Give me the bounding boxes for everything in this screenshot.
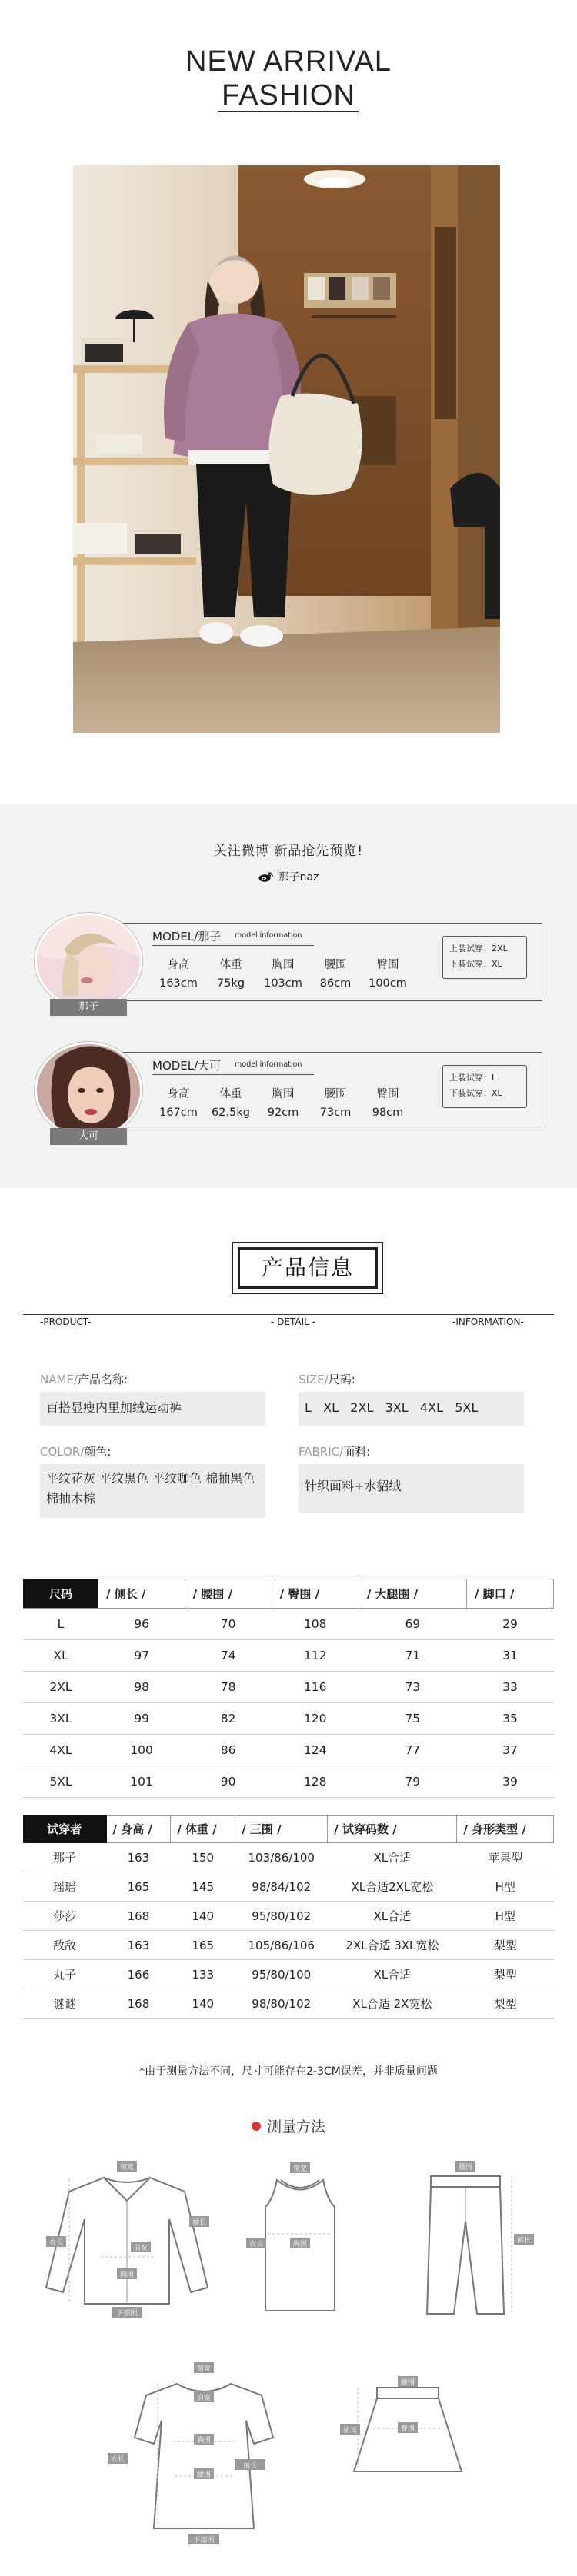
size-label: SIZE/尺码:: [299, 1373, 355, 1386]
table-header: / 身高 /: [106, 1816, 171, 1843]
table-cell: 37: [466, 1735, 553, 1766]
hero-title-line2: FASHION: [218, 80, 359, 112]
measure-head: 体重: [219, 1088, 242, 1100]
table-cell: XL: [23, 1640, 98, 1672]
label-product: -PRODUCT-: [40, 1316, 92, 1327]
fit-top: 上装试穿：L: [449, 1073, 497, 1083]
measure-value: 167cm: [159, 1107, 198, 1119]
table-header: / 身形类型 /: [457, 1816, 554, 1843]
measure-head: 臀围: [376, 959, 399, 971]
table-cell: 5XL: [23, 1766, 98, 1798]
size-table: [23, 1579, 554, 1798]
table-cell: 敌敌: [23, 1931, 106, 1960]
model-card-dake: [35, 1042, 542, 1146]
shirt-measure-diagram: [31, 2161, 223, 2322]
shirt-hem-label: 下摆围: [116, 2310, 138, 2318]
table-cell: 90: [185, 1766, 272, 1798]
table-cell: 2XL合适 3XL宽松: [328, 1931, 457, 1960]
product-info-rule: [23, 1314, 554, 1315]
model-name-label: MODEL/那子: [152, 930, 222, 944]
follow-weibo-text: 关注微博 新品抢先预览!: [213, 844, 364, 859]
measure-title: 测量方法: [0, 2115, 577, 2136]
table-cell: H型: [457, 1872, 554, 1902]
measure-head: 臀围: [376, 1088, 399, 1100]
fit-bottom: 下装试穿：XL: [449, 959, 502, 969]
table-row: [23, 1843, 554, 1872]
measure-value: 163cm: [159, 977, 198, 990]
table-header: / 臀围 /: [272, 1579, 359, 1609]
table-cell: 95/80/102: [235, 1902, 328, 1931]
table-cell: 128: [272, 1766, 359, 1798]
table-cell: 105/86/106: [235, 1931, 328, 1960]
table-row: [23, 1931, 554, 1960]
table-row: [23, 1735, 554, 1766]
model-measure-values: [152, 1107, 414, 1119]
model-info-label: model information: [235, 931, 302, 940]
fabric-value: 针织面料+水貂绒: [299, 1464, 524, 1513]
table-header: 尺码: [23, 1579, 98, 1609]
table-row: [23, 1766, 554, 1798]
table-cell: 梨型: [457, 1960, 554, 1989]
model-measure-heads: [152, 1085, 414, 1101]
table-cell: 3XL: [23, 1703, 98, 1735]
table-cell: 101: [98, 1766, 185, 1798]
table-header: / 试穿码数 /: [328, 1816, 457, 1843]
dress-shoulder-label: 肩宽: [196, 2395, 212, 2402]
pants-waist-label: 腰围: [458, 2164, 473, 2172]
table-cell: 35: [466, 1703, 553, 1735]
fabric-label: FABRIC/面料:: [299, 1445, 371, 1459]
table-cell: 77: [359, 1735, 466, 1766]
skirt-waist-label: 腰围: [400, 2379, 415, 2387]
model-tag: 大可: [50, 1128, 127, 1145]
shirt-neck-label: 领宽: [119, 2164, 135, 2172]
measure-head: 腰围: [324, 959, 347, 971]
try-on-table: [23, 1815, 554, 2019]
dress-hem-label: 下摆围: [193, 2537, 215, 2544]
table-cell: 98/80/102: [235, 1989, 328, 2019]
measure-head: 胸围: [272, 959, 295, 971]
table-cell: 79: [359, 1766, 466, 1798]
measure-value: 86cm: [319, 977, 352, 990]
table-cell: 31: [466, 1640, 553, 1672]
size-value: L XL 2XL 3XL 4XL 5XL: [299, 1392, 524, 1426]
dress-length-label: 衣长: [110, 2456, 125, 2464]
dress-waist-label: 腰围: [196, 2471, 212, 2479]
table-cell: 苹果型: [457, 1843, 554, 1872]
model-fit-box: [442, 1065, 527, 1108]
table-header: / 三围 /: [235, 1816, 328, 1843]
table-cell: 69: [359, 1609, 466, 1640]
color-value: 平纹花灰 平纹黑色 平纹咖色 棉抽黑色 棉抽木棕: [40, 1464, 265, 1518]
skirt-measure-diagram: [339, 2376, 477, 2484]
table-cell: 谜谜: [23, 1989, 106, 2019]
table-cell: XL合适2XL宽松: [328, 1872, 457, 1902]
table-cell: 133: [171, 1960, 235, 1989]
table-cell: 120: [272, 1703, 359, 1735]
table-row: [23, 1609, 554, 1640]
table-row: [23, 1672, 554, 1703]
table-cell: 梨型: [457, 1989, 554, 2019]
hero-title-line1: NEW ARRIVAL: [185, 45, 392, 78]
dress-neck-label: 领宽: [196, 2365, 212, 2373]
table-cell: 140: [171, 1902, 235, 1931]
fit-bottom: 下装试穿：XL: [449, 1088, 502, 1098]
table-header: / 大腿围 /: [359, 1579, 466, 1609]
vest-chest-label: 胸围: [292, 2241, 308, 2248]
label-detail: - DETAIL -: [271, 1316, 315, 1327]
vest-neck-label: 领宽: [292, 2165, 308, 2173]
measure-value: 92cm: [267, 1107, 299, 1119]
table-cell: 39: [466, 1766, 553, 1798]
hero-photo: [73, 165, 500, 733]
table-cell: XL合适: [328, 1843, 457, 1872]
table-cell: 98: [98, 1672, 185, 1703]
table-header: / 体重 /: [171, 1816, 235, 1843]
measure-head: 身高: [167, 1088, 190, 1100]
model-name-label: MODEL/大可: [152, 1059, 222, 1073]
table-cell: 70: [185, 1609, 272, 1640]
model-divider: [152, 1074, 314, 1075]
measure-head: 胸围: [272, 1088, 295, 1100]
table-cell: 73: [359, 1672, 466, 1703]
weibo-handle: 那子naz: [278, 871, 319, 884]
product-info-title: 产品信息: [238, 1247, 378, 1289]
measurement-note: *由于测量方法不同，尺寸可能存在2-3CM误差，并非质量问题: [139, 2065, 438, 2078]
table-cell: 116: [272, 1672, 359, 1703]
measure-value: 75kg: [216, 977, 245, 990]
table-header: / 腰围 /: [185, 1579, 272, 1609]
table-cell: 100: [98, 1735, 185, 1766]
name-label: NAME/产品名称:: [40, 1373, 128, 1386]
model-avatar: [35, 1042, 142, 1138]
table-cell: 163: [106, 1931, 171, 1960]
table-cell: 33: [466, 1672, 553, 1703]
table-cell: 82: [185, 1703, 272, 1735]
table-cell: 99: [98, 1703, 185, 1735]
table-row: [23, 1703, 554, 1735]
table-cell: 98/84/102: [235, 1872, 328, 1902]
table-cell: 96: [98, 1609, 185, 1640]
table-cell: 那子: [23, 1843, 106, 1872]
table-cell: 168: [106, 1989, 171, 2019]
table-cell: 163: [106, 1843, 171, 1872]
measure-value: 100cm: [369, 977, 407, 990]
table-cell: 86: [185, 1735, 272, 1766]
table-cell: 166: [106, 1960, 171, 1989]
table-row: [23, 1989, 554, 2019]
vest-measure-diagram: [246, 2161, 354, 2322]
table-row: [23, 1872, 554, 1902]
model-card-nazi: [35, 913, 542, 1017]
bullet-dot-icon: [252, 2122, 261, 2131]
table-header: / 侧长 /: [98, 1579, 185, 1609]
table-cell: XL合适 2X宽松: [328, 1989, 457, 2019]
shirt-length-label: 衣长: [48, 2239, 64, 2247]
table-cell: 145: [171, 1872, 235, 1902]
measure-head: 体重: [219, 959, 242, 971]
model-fit-box: [442, 936, 527, 979]
table-cell: 108: [272, 1609, 359, 1640]
measure-value: 98cm: [372, 1107, 404, 1119]
color-label: COLOR/颜色:: [40, 1445, 112, 1459]
table-cell: 140: [171, 1989, 235, 2019]
dress-sleeve-label: 袖长: [242, 2462, 258, 2470]
name-value: 百搭显瘦内里加绒运动裤: [40, 1392, 265, 1426]
table-cell: 丸子: [23, 1960, 106, 1989]
table-cell: 165: [106, 1872, 171, 1902]
shirt-chest-label: 胸围: [119, 2271, 135, 2279]
measure-head: 身高: [167, 959, 190, 971]
table-cell: XL合适: [328, 1960, 457, 1989]
model-tag: 那子: [50, 999, 127, 1016]
table-cell: 莎莎: [23, 1902, 106, 1931]
model-measure-heads: [152, 956, 414, 972]
measure-value: 62.5kg: [212, 1107, 250, 1119]
table-row: [23, 1960, 554, 1989]
table-cell: 29: [466, 1609, 553, 1640]
table-cell: 112: [272, 1640, 359, 1672]
table-cell: 瑶瑶: [23, 1872, 106, 1902]
pants-measure-diagram: [415, 2161, 539, 2322]
skirt-hem-label: 臀围: [400, 2425, 415, 2433]
skirt-length-label: 裙长: [342, 2427, 358, 2435]
table-cell: H型: [457, 1902, 554, 1931]
table-cell: 103/86/100: [235, 1843, 328, 1872]
shirt-sleeve-label: 袖长: [192, 2219, 207, 2227]
table-cell: XL合适: [328, 1902, 457, 1931]
table-cell: 4XL: [23, 1735, 98, 1766]
table-cell: 71: [359, 1640, 466, 1672]
shirt-shoulder-label: 肩宽: [133, 2245, 148, 2252]
measure-value: 103cm: [264, 977, 302, 990]
fit-top: 上装试穿：2XL: [449, 944, 508, 954]
table-cell: 168: [106, 1902, 171, 1931]
dress-chest-label: 胸围: [196, 2437, 212, 2445]
table-row: [23, 1640, 554, 1672]
product-info-title-frame: [232, 1242, 383, 1294]
model-divider: [152, 945, 314, 946]
table-cell: 150: [171, 1843, 235, 1872]
table-cell: 梨型: [457, 1931, 554, 1960]
table-header: / 脚口 /: [466, 1579, 553, 1609]
label-information: -INFORMATION-: [452, 1316, 524, 1327]
weibo-icon: [258, 871, 274, 882]
vest-length-label: 衣长: [248, 2241, 264, 2248]
table-header: 试穿者: [23, 1816, 106, 1843]
model-info-label: model information: [235, 1060, 302, 1069]
weibo-handle-row[interactable]: [0, 869, 577, 884]
pants-length-label: 裤长: [516, 2237, 532, 2245]
measure-head: 腰围: [324, 1088, 347, 1100]
table-cell: 2XL: [23, 1672, 98, 1703]
dress-measure-diagram: [104, 2361, 304, 2553]
model-measure-values: [152, 977, 414, 990]
measure-value: 73cm: [319, 1107, 352, 1119]
table-cell: 124: [272, 1735, 359, 1766]
table-cell: 75: [359, 1703, 466, 1735]
table-cell: 97: [98, 1640, 185, 1672]
table-cell: 95/80/100: [235, 1960, 328, 1989]
model-avatar: [35, 913, 142, 1009]
table-cell: L: [23, 1609, 98, 1640]
table-row: [23, 1902, 554, 1931]
table-cell: 165: [171, 1931, 235, 1960]
table-cell: 74: [185, 1640, 272, 1672]
table-cell: 78: [185, 1672, 272, 1703]
hero-title: [0, 45, 577, 112]
